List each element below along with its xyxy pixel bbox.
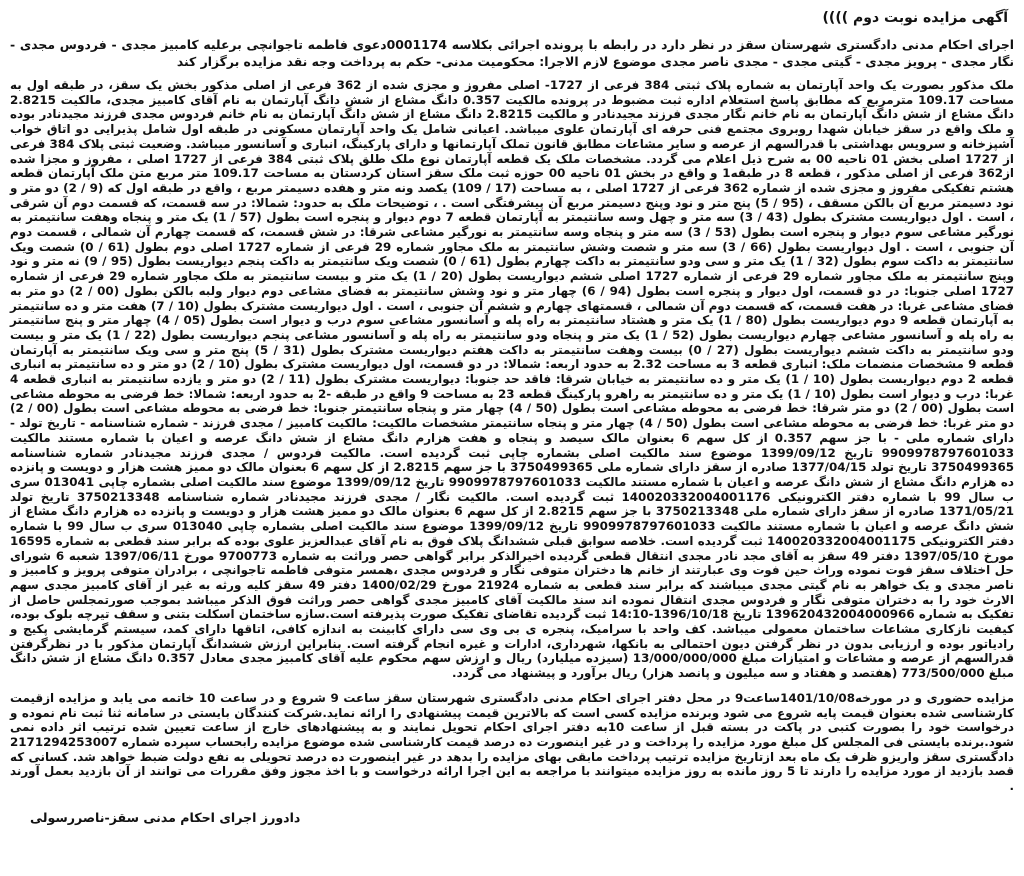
- signature: دادورز اجرای احکام مدنی سقز-ناصررسولی: [30, 809, 301, 825]
- notice-title: آگهی مزایده نوبت دوم )))): [822, 10, 1008, 26]
- notice-intro: اجرای احکام مدنی دادگستری شهرستان سقز در نظر دارد در رابطه با پرونده اجرائی بکلاسه 0001174دعوی فاطمه تاجوانچی برعلیه کامبیز مجدی - فردوس مجدی - نگار مجدی - پرویز مجدی - گیتی مجدی - مجدی ناصر مجدی موضوع لازم الاجرا: محکومیت مدنی- حکم به پرداخت وجه نقد مزایده برگزار کند: [10, 37, 1014, 69]
- auction-terms: مزایده حضوری و در مورخه1401/10/08ساعت9 در محل دفتر اجرای احکام مدنی دادگستری شهرستان سقز ساعت 9 شروع و در ساعت 10 خاتمه می یابد و مزایده ازقیمت کارشناسی شده بعنوان قیمت پایه شروع می شود وبرنده مزایده کسی است که بالاترین قیمت پیشنهادی را ارائه نماید.شرکت کنندگان بایستی در سامانه ثنا ثبت نام نموده و درخواست خود را بصورت کتبی در پاکت در بسته قبل از ساعت 10به دفتر اجرای احکام تحویل نمایند و به پیشنهادهای خارج از ساعت تعیین شده ترتیب اثر داده نمی شود.برنده بایستی فی المجلس کل مبلغ مورد مزایده را پرداخت و در غیر اینصورت ده درصد قیمت کارشناسی شده موضوع مزایده رابحساب سپرده شماره 2171294253007 دادگستری سقز واریزو ظرف یک ماه بعد ازتاریخ مزایده ترتیب پرداخت مابقی بهای مزایده را بدهد در غیر اینصورت ده درصد تحویلی به نفع دولت ضبط خواهد شد. کسانی که قصد بازدید از مورد مزایده را دارند تا 5 روز مانده به روز مزایده میتوانند با مراجعه به این اجرا ارائه درخواست و با اخذ مجوز وفق مقررات می توانند از آن بازدید بعمل آورند .: [10, 690, 1015, 794]
- property-description: ملک مذکور بصورت یک واحد آپارتمان به شماره پلاک ثبتی 384 فرعی از 1727- اصلی مفروز و مجزی شده از 362 فرعی از اصلی مذکور بخش یک سقز، در طبقه اول به مساحت 109.17 مترمربع که مطابق پاسخ استعلام اداره ثبت مضبوط در پرونده مالکیت 0.357 دانگ مشاع از شش دانگ آپارتمان به نام آقای کامبیز مجدی، مالکیت 2.8215 دانگ مشاع از شش دانگ آپارتمان به نام خانم نگار مجدی فرزند مجیدنادر و مالکیت 2.8215 دانگ مشاع از شش دانگ آپارتمان به نام خانم فردوس مجدی فرزند مجیدنادر بوده و ملک واقع در سقز خیابان شهدا روبروی مجتمع فنی حرفه ای آپارتمان علوی میباشد. اعیانی شامل یک واحد آپارتمان مسکونی در طبقه اول شامل پذیرایی دو اتاق خواب آشپزخانه و سرویس بهداشتی با قدرالسهم از عرصه و سایر مشاعات مطابق قانون تملک آپارتمانها و دارای پارکینگ، انباری و آسانسور میباشد. وضعیت ثبتی پلاک 384 فرعی از 1727 اصلی بخش 01 ناحیه 00 به شرح ذیل اعلام می گردد. مشخصات ملک یک قطعه آپارتمان نوع ملک طلق پلاک ثبتی 384 فرعی از 1727 اصلی ، مفروز و مجزا شده از362 فرعی از اصلی مذکور ، قطعه 8 در طبقه1 و واقع در بخش 01 ناحیه 00 حوزه ثبت ملک سقز استان کردستان به مساحت 109.17 متر مربع متن ملک آپارتمان قطعه هشتم تفکیکی مفروز و مجزی شده از شماره 362 فرعی از 1727 اصلی ، به مساحت (17 / 109) یکصد ونه متر و هفده دسیمتر مربع ، واقع در طبقه اول که (9 / 2) دو متر و نود دسیمتر مربع آن بالکن مسقف ، (95 / 5) پنج متر و نود وپنج دسیمتر مربع آن پیشرفتگی است . ، توضیحات ملک به حدود: شمالا: در سه قسمت، که قسمت دوم آن شرقی ، است . اول دیواریست مشترک بطول (43 / 3) سه متر و چهل وسه سانتیمتر به آپارتمان قطعه 7 دوم دیوار و پنجره است بطول (57 / 1) یک متر و پنجاه وهفت سانتیمتر به نورگیر مشاعی سوم دیوار و پنجره است بطول (53 / 3) سه متر و پنجاه وسه سانتیمتر به نورگیر مشاعی شرقا: در شش قسمت، که قسمت چهارم آن شمالی ، قسمت دوم آن جنوبی ، است . اول دیواریست بطول (66 / 3) سه متر و شصت وشش سانتیمتر به ملک مجاور شماره 29 فرعی از شماره 1727 اصلی دوم بطول (61 / 0) شصت ویک سانتیمتر به داکت سوم بطول (32 / 1) یک متر و سی ودو سانتیمتر به داکت چهارم بطول (61 / 0) شصت ویک سانتیمتر به داکت پنجم دیواریست بطول (95 / 9) نه متر و نود وپنج سانتیمتر به ملک مجاور شماره 29 فرعی از شماره 1727 اصلی ششم دیواریست بطول (20 / 1) یک متر و بیست سانتیمتر به ملک مجاور شماره 29 فرعی از شماره 1727 اصلی جنوبا: در دو قسمت، اول دیوار و پنجره است بطول (94 / 6) چهار متر و نود وشش سانتیمتر به فضای مشاعی دوم دیوار ولبه بالکن بطول (00 / 2) دو متر به فضای مشاعی غربا: در هفت قسمت، که قسمت دوم آن شمالی ، قسمتهای چهارم و ششم آن جنوبی ، است . اول دیواریست مشترک بطول (10 / 7) هفت متر و ده سانتیمتر به آپارتمان قطعه 9 دوم دیواریست بطول (80 / 1) یک متر و هشتاد سانتیمتر به راه پله و آسانسور مشاعی سوم درب و دیوار است بطول (05 / 4) چهار متر و پنج سانتیمتر به راه پله و آسانسور مشاعی چهارم دیواریست بطول (52 / 1) یک متر و پنجاه ودو سانتیمتر به راه پله و آسانسور مشاعی پنجم دیواریست بطول (22 / 1) یک متر و بیست ودو سانتیمتر به داکت ششم دیواریست بطول (27 / 0) بیست وهفت سانتیمتر به داکت هفتم دیواریست مشترک بطول (31 / 5) پنج متر و سی ویک سانتیمتر به آپارتمان قطعه 9 مشخصات منضمات ملک: انباری قطعه 3 به مساحت 2.32 به حدود اربعه: شمالا: در دو قسمت، اول دیواریست مشترک بطول (10 / 2) دو متر و ده سانتیمتر به انباری قطعه 2 دوم دیواریست بطول (10 / 1) یک متر و ده سانتیمتر به خیابان شرقا: فاقد حد جنوبا: دیواریست مشترک بطول (11 / 2) دو متر و یازده سانتیمتر به انباری قطعه 4 غربا: درب و دیوار است بطول (10 / 1) یک متر و ده سانتیمتر به راهرو پارکینگ قطعه 23 به مساحت 9 واقع در طبقه -2 به حدود اربعه: شمالا: خط فرضی به محوطه مشاعی است بطول (00 / 2) دو متر شرقا: خط فرضی به محوطه مشاعی است بطول (50 / 4) چهار متر و پنجاه سانتیمتر جنوبا: خط فرضی به محوطه مشاعی است بطول (00 / 2) دو متر غربا: خط فرضی به محوطه مشاعی است بطول (50 / 4) چهار متر و پنجاه سانتیمتر مشخصات مالکیت: مالکیت کامبیز / مجدی فرزند - شماره شناسنامه - تاریخ تولد - دارای شماره ملی - با جز سهم 0.357 از کل سهم 6 بعنوان مالک سیصد و پنجاه و هفت هزارم دانگ مشاع از شش دانگ عرصه و اعیان با شماره مستند مالکیت 990997879760103​3 تاریخ 1399/09/12 موضوع سند مالکیت اصلی بشماره چاپی ثبت گردیده است. مالکیت فردوس / مجدی فرزند مجیدنادر شماره شناسنامه 3750499365 تاریخ تولد 1377/04/15 صادره از سقز دارای شماره ملی 3750499365 با جز سهم 2.8215 از کل سهم 6 بعنوان مالک دو ممیز هشت هزار و دویست و پانزده ده هزارم دانگ مشاع از شش دانگ عرصه و اعیان با شماره مستند مالکیت 990997879760103​3 تاریخ 1399/09/12 موضوع سند مالکیت اصلی بشماره چاپی 013041 سری ب سال 99 با شماره دفتر الکترونیکی 140020332004001176 ثبت گردیده است. مالکیت نگار / مجدی فرزند مجیدنادر شماره شناسنامه 3750213348 تاریخ تولد 1371/05/21 صادره از سقز دارای شماره ملی 3750213348 با جز سهم 2.8215 از کل سهم 6 بعنوان مالک دو ممیز هشت هزار و دویست و پانزده ده هزارم دانگ مشاع از شش دانگ عرصه و اعیان با شماره مستند مالکیت 990997879760103​3 تاریخ 1399/09/12 موضوع سند مالکیت اصلی بشماره چاپی 013040 سری ب سال 99 با شماره دفتر الکترونیکی 140020332004001175 ثبت گردیده است. خلاصه سوابق قبلی ششدانگ پلاک فوق به نام آقای عبدالعزیز علوی بوده که برابر سند قطعی به شماره 16595 مورخ 1397/05/10 دفتر 49 سقز به آقای مجد نادر مجدی انتقال قطعی گردیده اخیرالذکر برابر گواهی حصر وراثت به شماره 9700773 مورخ 1397/06/11 شعبه 6 شورای حل اختلاف سقز فوت نموده وراث حین فوت وی عبارتند از خانم ها دختران متوفی نگار و فردوس مجدی ،همسر متوفی فاطمه تاجوانچی ، برادران متوفی پرویز و کامبیز و ناصر مجدی و یک خواهر به نام گیتی مجدی میباشند که برابر سند قطعی به شماره 21924 مورخ 1400/02/29 دفتر 49 سقز کلیه ورثه به غیر از آقای کامبیز مجدی سهم الارث خود را به دختران متوفی نگار و فردوس مجدی انتقال نموده اند سند مالکیت آقای کامبیز مجدی گواهی حصر وراثت فوق الذکر میباشد بموجب صورتمجلس حاصل از تفکیک به شماره 139620432004000966 تاریخ 1396/10/18-14:10 ثبت گردیده تقاضای تفکیک صورت پذیرفته است.سازه ساختمان اسکلت بتنی و سقف تیرچه بلوک بوده، کیفیت نازکاری مشاعات ساختمان معمولی میباشد. کف واحد با سرامیک، پنجره ی بی وی سی دارای کابینت به اندازه کافی، اتاقها دارای کمد، سیستم گرمایشی پکیج و رادیاتور بوده و ارزیابی بدون در نظر گرفتن دیون احتمالی به بانکها، شهرداری، ادارات و غیره انجام گرفته است. بنابراین ارزش ششدانگ آپارتمان مذکور با در نظرگرفتن قدرالسهم از عرصه و مشاعات و امتیازات مبلغ 13/000/000/000 (سیزده میلیارد) ریال و ارزش سهم محکوم علیه آقای کامبیز مجدی معادل 0.357 دانگ مشاع از شش دانگ مبلغ 773/500/000 (هفتصد و هفتاد و سه میلیون و پانصد هزار) ریال برآورد و پیشنهاد می گردد.: [10, 78, 1015, 681]
